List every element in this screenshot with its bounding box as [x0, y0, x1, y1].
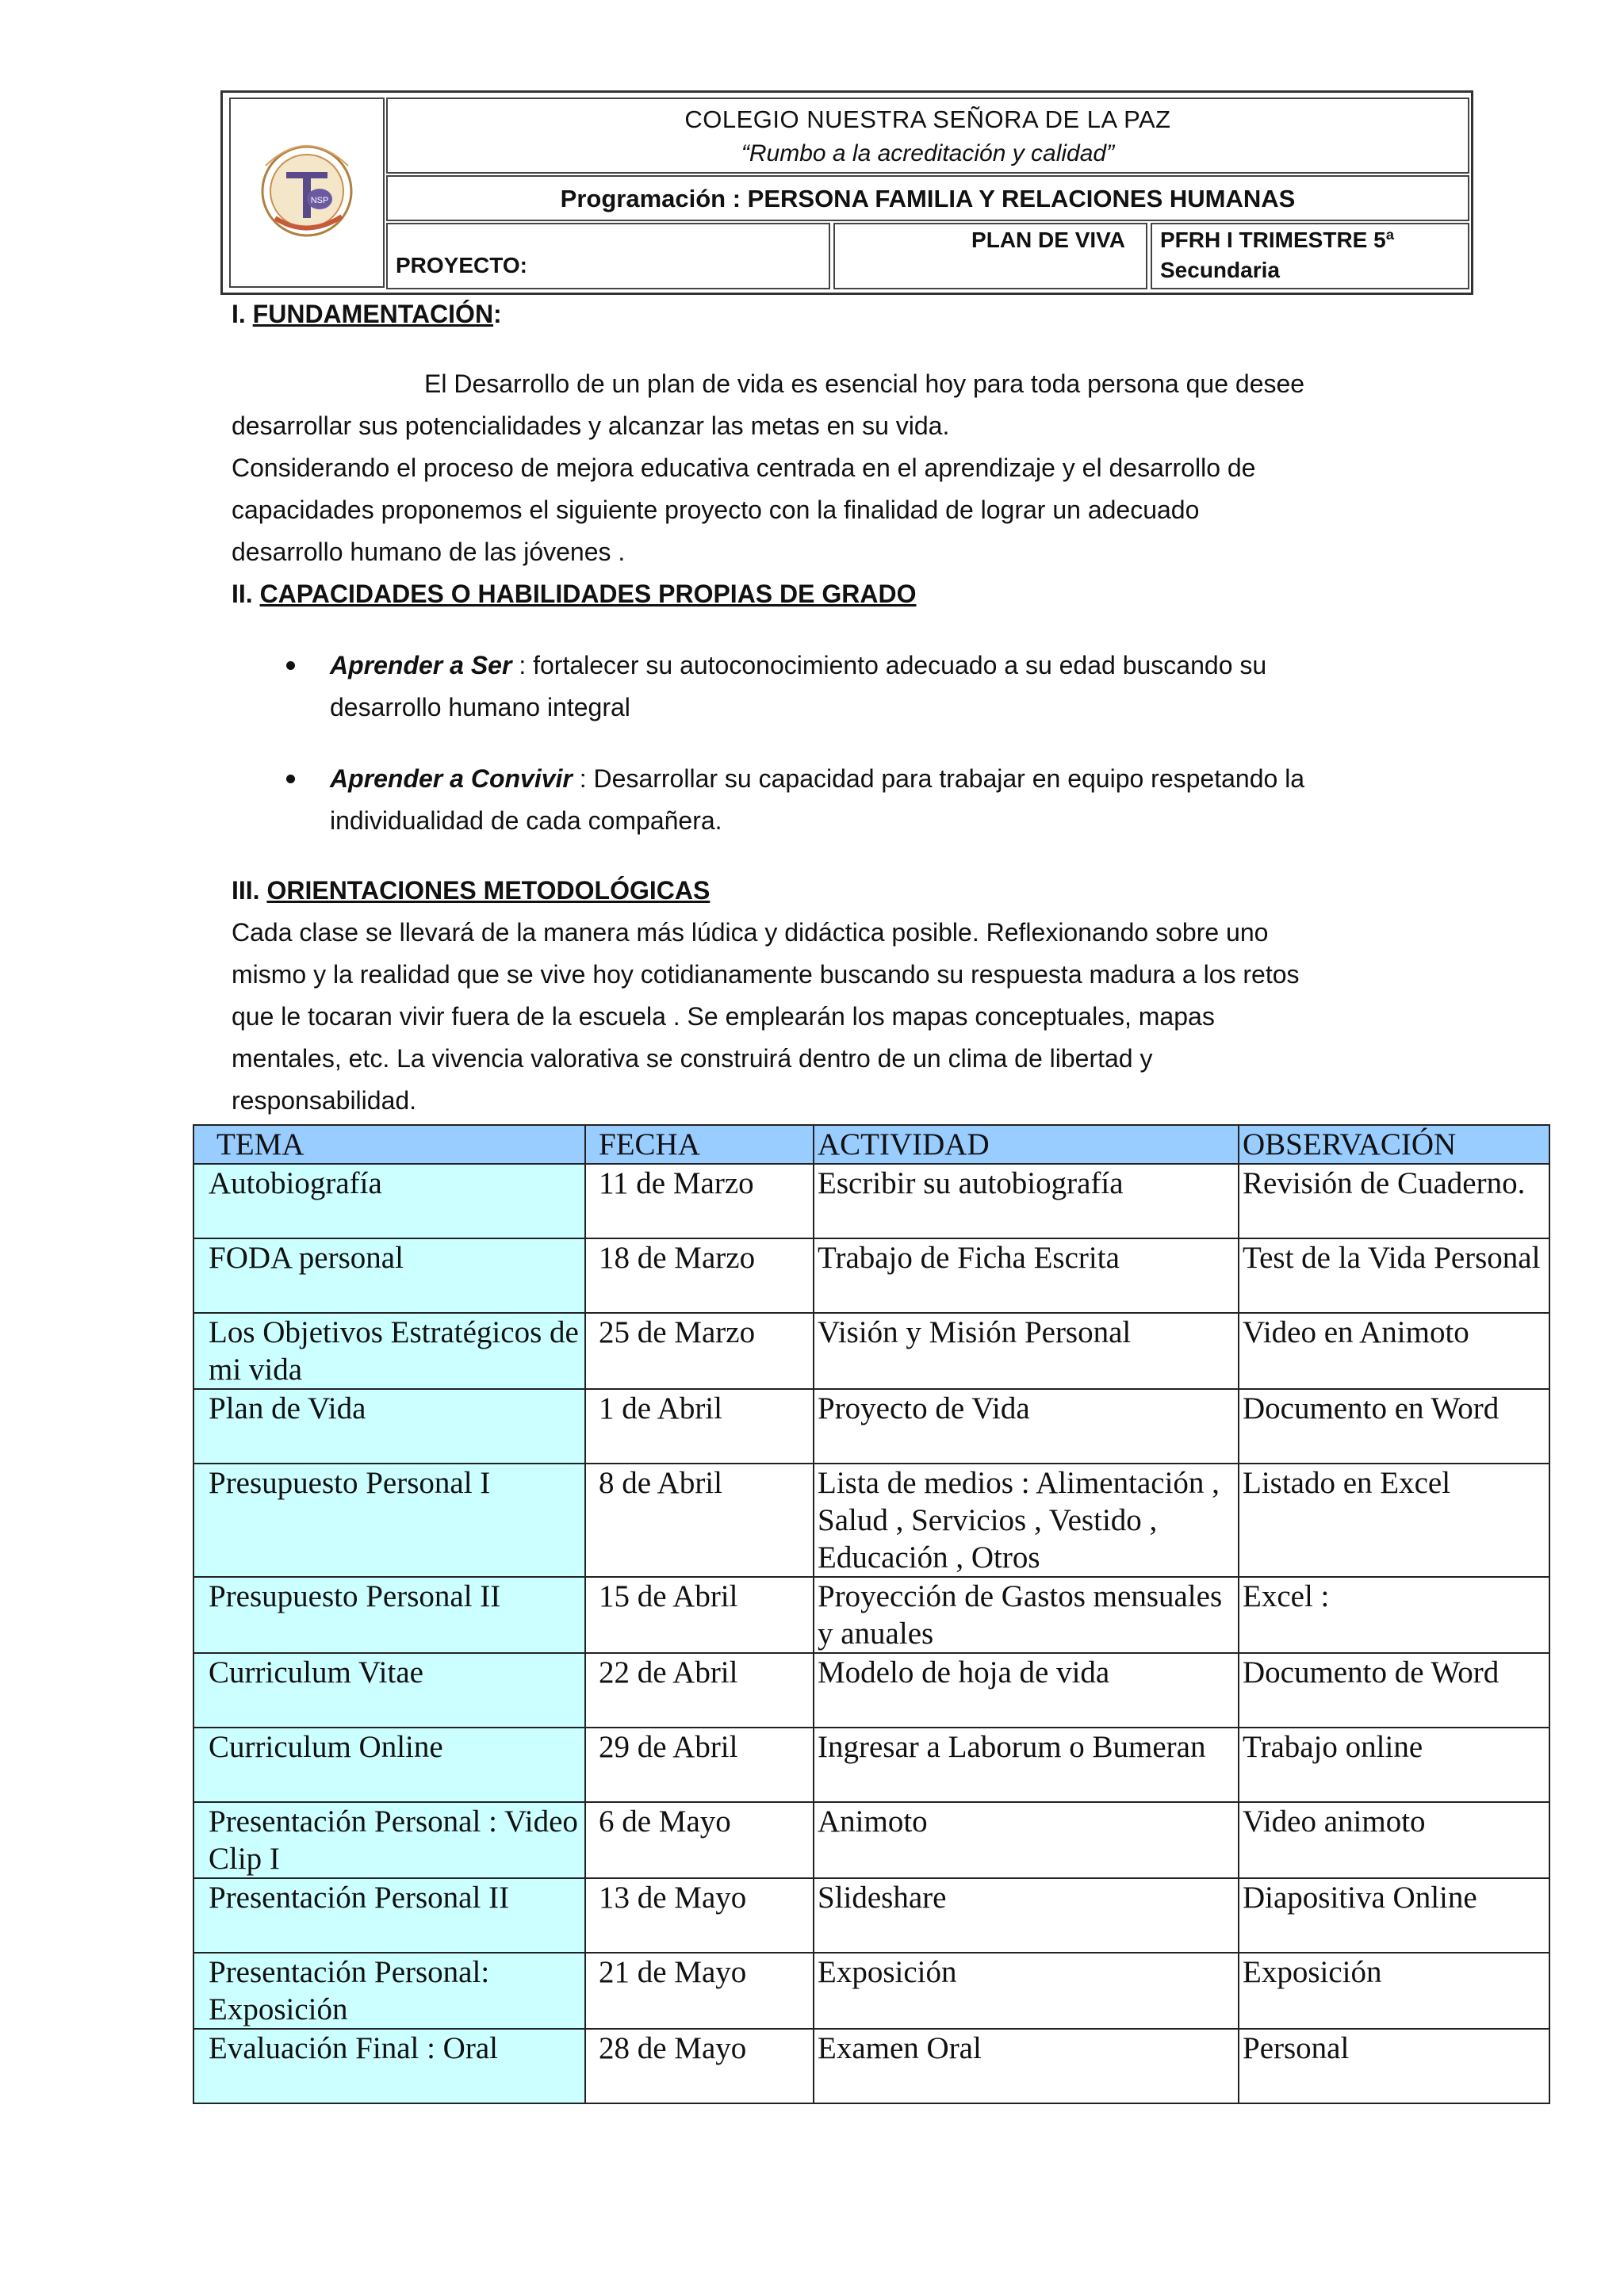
cell-actividad: Escribir su autobiografía [814, 1164, 1239, 1238]
table-row [193, 1164, 1549, 1238]
bullet-1-term: Aprender a Ser [330, 651, 512, 679]
cell-tema: Presentación Personal II [193, 1878, 585, 1953]
cell-fecha: 6 de Mayo [585, 1802, 814, 1878]
school-logo [231, 99, 383, 286]
section-1-line: capacidades proponemos el siguiente proyecto con la finalidad de lograr un adecuado [232, 496, 1200, 524]
section-1-line: Considerando el proceso de mejora educativa centrada en el aprendizaje y el desarrollo de [232, 453, 1256, 482]
cell-tema: Curriculum Online [193, 1728, 585, 1802]
cell-tema: Los Objetivos Estratégicos de mi vida [193, 1313, 585, 1389]
cell-fecha: 13 de Mayo [585, 1878, 814, 1953]
section-1-line: desarrollo humano de las jóvenes . [232, 538, 626, 566]
cell-observacion: Excel : [1239, 1577, 1549, 1653]
table-header-row [193, 1125, 1549, 1164]
bullet-icon [286, 775, 295, 783]
header-tema: TEMA [193, 1125, 585, 1164]
section-3-line: Cada clase se llevará de la manera más lúdica y didáctica posible. Reflexionando sobre uno [232, 918, 1269, 947]
section-3-title: ORIENTACIONES METODOLÓGICAS [266, 876, 710, 905]
cell-observacion: Diapositiva Online [1239, 1878, 1549, 1953]
section-1-number: I. [232, 300, 253, 328]
project-label: PROYECTO: [396, 253, 527, 277]
cell-tema: Plan de Vida [193, 1389, 585, 1464]
section-1-heading [232, 293, 502, 335]
cell-tema: Presentación Personal: Exposición [193, 1953, 585, 2029]
section-3-heading [232, 870, 710, 912]
table-row [193, 1389, 1549, 1464]
section-3-line: que le tocaran vivir fuera de la escuela . Se emplearán los mapas conceptuales, mapas [232, 1002, 1215, 1031]
cell-fecha: 15 de Abril [585, 1577, 814, 1653]
svg-text:NSP: NSP [310, 196, 329, 205]
cell-observacion: Revisión de Cuaderno. [1239, 1164, 1549, 1238]
bullet-2-text: : Desarrollar su capacidad para trabajar en equipo respetando la [572, 764, 1305, 793]
cell-observacion: Exposición [1239, 1953, 1549, 2029]
cell-fecha: 28 de Mayo [585, 2029, 814, 2103]
bullet-2-term: Aprender a Convivir [330, 764, 573, 793]
cell-observacion: Video en Animoto [1239, 1313, 1549, 1389]
section-1-title: FUNDAMENTACIÓN [252, 300, 494, 328]
cell-actividad: Visión y Misión Personal [814, 1313, 1239, 1389]
schedule-table [193, 1124, 1550, 2104]
bullet-1-line-2: desarrollo humano integral [330, 693, 630, 721]
cell-tema: Presentación Personal : Video Clip I [193, 1802, 585, 1878]
bullet-2-line-1 [330, 758, 1304, 800]
school-cell [386, 98, 1469, 174]
cell-actividad: Proyección de Gastos mensuales y anuales [814, 1577, 1239, 1653]
cell-actividad: Animoto [814, 1802, 1239, 1878]
cell-fecha: 1 de Abril [585, 1389, 814, 1464]
section-3-line: responsabilidad. [232, 1086, 417, 1115]
cell-observacion: Documento de Word [1239, 1653, 1549, 1728]
cell-fecha: 21 de Mayo [585, 1953, 814, 2029]
cell-tema: Presupuesto Personal I [193, 1464, 585, 1577]
program-cell [386, 175, 1469, 221]
section-1-line: desarrollar sus potencialidades y alcanzar las metas en su vida. [232, 411, 950, 440]
cell-tema: Autobiografía [193, 1164, 585, 1238]
cell-tema: FODA personal [193, 1238, 585, 1313]
section-3-line: mentales, etc. La vivencia valorativa se construirá dentro de un clima de libertad y [232, 1044, 1153, 1073]
table-row [193, 1802, 1549, 1878]
school-motto: “Rumbo a la acreditación y calidad” [741, 140, 1115, 166]
table-row [193, 1728, 1549, 1802]
cell-actividad: Proyecto de Vida [814, 1389, 1239, 1464]
section-2-title: CAPACIDADES O HABILIDADES PROPIAS DE GRADO [259, 580, 917, 608]
bullet-icon [286, 661, 295, 670]
cell-tema: Presupuesto Personal II [193, 1577, 585, 1653]
program-title: Programación : PERSONA FAMILIA Y RELACIONES HUMANAS [560, 185, 1296, 212]
cell-fecha: 8 de Abril [585, 1464, 814, 1577]
cell-actividad: Trabajo de Ficha Escrita [814, 1238, 1239, 1313]
school-name: COLEGIO NUESTRA SEÑORA DE LA PAZ [684, 105, 1171, 133]
grade-line-1: PFRH I TRIMESTRE 5ª [1160, 228, 1395, 252]
header-observacion: OBSERVACIÓN [1239, 1125, 1549, 1164]
cell-observacion: Personal [1239, 2029, 1549, 2103]
cell-observacion: Video animoto [1239, 1802, 1549, 1878]
project-cell [386, 223, 830, 289]
bullet-2-line-2: individualidad de cada compañera. [330, 806, 722, 835]
cell-actividad: Lista de medios : Alimentación , Salud , Servicios , Vestido , Educación , Otros [814, 1464, 1239, 1577]
cell-fecha: 18 de Marzo [585, 1238, 814, 1313]
cell-fecha: 22 de Abril [585, 1653, 814, 1728]
table-row [193, 1464, 1549, 1577]
section-3-line: mismo y la realidad que se vive hoy cotidianamente buscando su respuesta madura a los retos [232, 960, 1300, 989]
cell-actividad: Modelo de hoja de vida [814, 1653, 1239, 1728]
cell-observacion: Test de la Vida Personal [1239, 1238, 1549, 1313]
section-1-line: El Desarrollo de un plan de vida es esencial hoy para toda persona que desee [424, 369, 1305, 398]
table-row [193, 1653, 1549, 1728]
section-2-number: II. [232, 580, 260, 608]
table-row [193, 2029, 1549, 2103]
cell-observacion: Trabajo online [1239, 1728, 1549, 1802]
section-3-number: III. [232, 876, 267, 905]
grade-cell [1151, 223, 1469, 289]
bullet-1-line-1 [330, 645, 1266, 687]
cell-observacion: Documento en Word [1239, 1389, 1549, 1464]
cell-actividad: Examen Oral [814, 2029, 1239, 2103]
header-fecha: FECHA [585, 1125, 814, 1164]
plan-cell [833, 223, 1147, 289]
table-row [193, 1238, 1549, 1313]
cell-fecha: 25 de Marzo [585, 1313, 814, 1389]
cell-fecha: 11 de Marzo [585, 1164, 814, 1238]
table-row [193, 1313, 1549, 1389]
plan-label: PLAN DE VIVA [971, 228, 1125, 252]
cell-actividad: Exposición [814, 1953, 1239, 2029]
bullet-1-text: : fortalecer su autoconocimiento adecuado a su edad buscando su [511, 651, 1267, 679]
table-row [193, 1878, 1549, 1953]
section-2-heading [232, 573, 916, 615]
cell-actividad: Ingresar a Laborum o Bumeran [814, 1728, 1239, 1802]
grade-line-2: Secundaria [1160, 258, 1280, 282]
table-row [193, 1577, 1549, 1653]
cell-actividad: Slideshare [814, 1878, 1239, 1953]
table-row [193, 1953, 1549, 2029]
section-1-colon: : [493, 300, 502, 328]
cell-tema: Evaluación Final : Oral [193, 2029, 585, 2103]
cell-tema: Curriculum Vitae [193, 1653, 585, 1728]
document-header [220, 90, 1473, 295]
header-actividad: ACTIVIDAD [814, 1125, 1239, 1164]
cell-fecha: 29 de Abril [585, 1728, 814, 1802]
logo-cell [229, 98, 385, 288]
cell-observacion: Listado en Excel [1239, 1464, 1549, 1577]
